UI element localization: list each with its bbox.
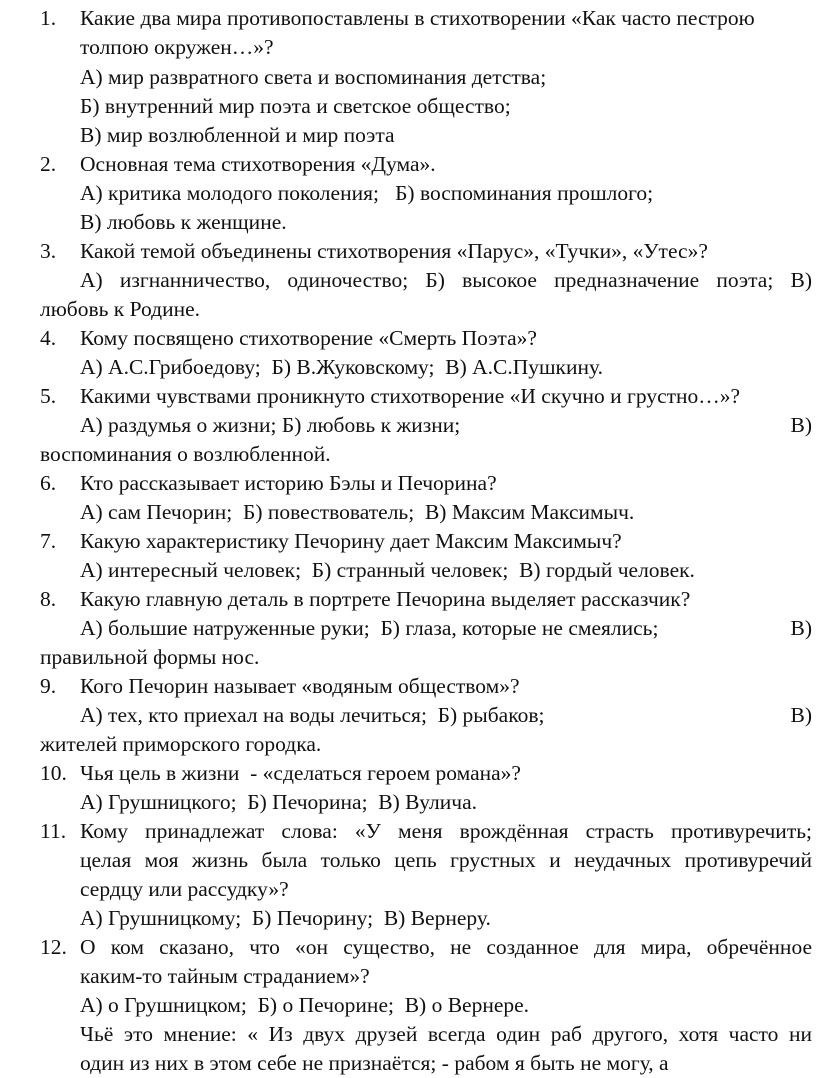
question-text: Какой темой объединены стихотворения «Парус», «Тучки», «Утес»?	[80, 239, 708, 263]
question-2-options-ab	[40, 178, 812, 208]
question-3-line-1	[40, 236, 812, 266]
answer-options: А) сам Печорин; Б) повествователь; В) Максим Максимыч.	[80, 500, 635, 524]
answer-option-c-label: В)	[790, 616, 812, 640]
answer-option: любовь к Родине.	[40, 297, 201, 321]
question-12-line-1	[40, 932, 812, 962]
question-9-line-1	[40, 671, 812, 701]
question-text: толпою окружен…»?	[80, 35, 274, 59]
question-number: 2.	[40, 152, 57, 176]
question-11-line-2	[40, 845, 812, 875]
answer-option: жителей приморского городка.	[40, 732, 322, 756]
question-8-options	[40, 613, 812, 643]
question-4-line-1	[40, 323, 812, 353]
answer-options-row	[80, 613, 812, 643]
question-13-line-1	[40, 1019, 812, 1049]
question-text: Кому принадлежат слова: «У меня врождённая страсть противуречить;	[80, 819, 812, 843]
question-text: Кого Печорин называет «водяным обществом»?	[80, 674, 520, 698]
question-8-line-1	[40, 584, 812, 614]
question-5-options-cont	[40, 439, 812, 469]
answer-option: В) любовь к женщине.	[80, 210, 287, 234]
answer-options: А) критика молодого поколения; Б) воспоминания прошлого;	[80, 181, 654, 205]
question-10-line-1	[40, 758, 812, 788]
question-9-options-cont	[40, 729, 812, 759]
question-text: Какими чувствами проникнуто стихотворение «И скучно и грустно…»?	[80, 384, 741, 408]
answer-option: правильной формы нос.	[40, 645, 260, 669]
question-text: Чья цель в жизни - «сделаться героем романа»?	[80, 761, 521, 785]
question-number: 4.	[40, 326, 57, 350]
answer-option: Б) внутренний мир поэта и светское общество;	[80, 94, 511, 118]
question-5-options	[40, 410, 812, 440]
answer-option-c-label: В)	[790, 703, 812, 727]
answer-options: А) тех, кто приехал на воды лечиться; Б) рыбаков;	[80, 703, 545, 727]
question-3-options-cont	[40, 294, 812, 324]
answer-options: А) раздумья о жизни; Б) любовь к жизни;	[80, 413, 461, 437]
answer-options: А) Грушницкому; Б) Печорину; В) Вернеру.	[80, 906, 491, 930]
question-text: Основная тема стихотворения «Дума».	[80, 152, 436, 176]
question-number: 8.	[40, 587, 57, 611]
question-2-option-c	[40, 207, 812, 237]
question-number: 10.	[40, 761, 67, 785]
question-text: О ком сказано, что «он существо, не созданное для мира, обречённое	[80, 935, 812, 959]
question-1-option-c	[40, 120, 812, 150]
question-7-line-1	[40, 526, 812, 556]
question-number: 3.	[40, 239, 57, 263]
answer-options: А) о Грушницком; Б) о Печорине; В) о Вернере.	[80, 993, 530, 1017]
question-11-line-1	[40, 816, 812, 846]
question-12-options	[40, 990, 812, 1020]
question-12-line-2	[40, 961, 812, 991]
answer-option: А) мир развратного света и воспоминания детства;	[80, 65, 547, 89]
question-text: Кто рассказывает историю Бэлы и Печорина?	[80, 471, 497, 495]
question-number: 9.	[40, 674, 57, 698]
answer-options-row	[80, 410, 812, 440]
question-text: каким-то тайным страданием»?	[80, 964, 370, 988]
question-number: 5.	[40, 384, 57, 408]
answer-options: А) большие натруженные руки; Б) глаза, которые не смеялись;	[80, 616, 659, 640]
answer-option-c-label: В)	[790, 413, 812, 437]
answer-options: А) Грушницкого; Б) Печорина; В) Вулича.	[80, 790, 477, 814]
question-13-line-2	[40, 1048, 812, 1078]
question-text: Чьё это мнение: « Из двух друзей всегда один раб другого, хотя часто ни	[80, 1022, 812, 1046]
question-text: Кому посвящено стихотворение «Смерть Поэта»?	[80, 326, 537, 350]
question-10-options	[40, 787, 812, 817]
question-number: 12.	[40, 935, 67, 959]
question-6-options	[40, 497, 812, 527]
question-11-options	[40, 903, 812, 933]
question-text: Какие два мира противопоставлены в стихотворении «Как часто пестрою	[80, 6, 755, 30]
question-2-line-1	[40, 149, 812, 179]
question-number: 7.	[40, 529, 57, 553]
answer-options: А) интересный человек; Б) странный человек; В) гордый человек.	[80, 558, 695, 582]
question-3-options	[40, 265, 812, 295]
answer-options: А) изгнанничество, одиночество; Б) высокое предназначение поэта; В)	[80, 268, 812, 292]
question-text: Какую характеристику Печорину дает Максим Максимыч?	[80, 529, 622, 553]
question-1-option-a	[40, 62, 812, 92]
question-text: целая моя жизнь была только цепь грустных и неудачных противуречий	[80, 848, 812, 872]
question-1-option-b	[40, 91, 812, 121]
question-number: 1.	[40, 6, 57, 30]
answer-option: воспоминания о возлюбленной.	[40, 442, 331, 466]
question-5-line-1	[40, 381, 812, 411]
question-8-options-cont	[40, 642, 812, 672]
answer-options: А) А.С.Грибоедову; Б) В.Жуковскому; В) А.С.Пушкину.	[80, 355, 603, 379]
question-6-line-1	[40, 468, 812, 498]
question-9-options	[40, 700, 812, 730]
question-text: Какую главную деталь в портрете Печорина выделяет рассказчик?	[80, 587, 691, 611]
question-1-line-2	[40, 32, 812, 62]
question-1-line-1	[40, 3, 812, 33]
question-7-options	[40, 555, 812, 585]
question-number: 6.	[40, 471, 57, 495]
question-number: 11.	[40, 819, 67, 843]
question-11-line-3	[40, 874, 812, 904]
answer-option: В) мир возлюбленной и мир поэта	[80, 123, 395, 147]
question-text: сердцу или рассудку»?	[80, 877, 289, 901]
answer-options-row	[80, 700, 812, 730]
question-text: один из них в этом себе не признаётся; - рабом я быть не могу, а	[80, 1051, 669, 1075]
question-4-options	[40, 352, 812, 382]
